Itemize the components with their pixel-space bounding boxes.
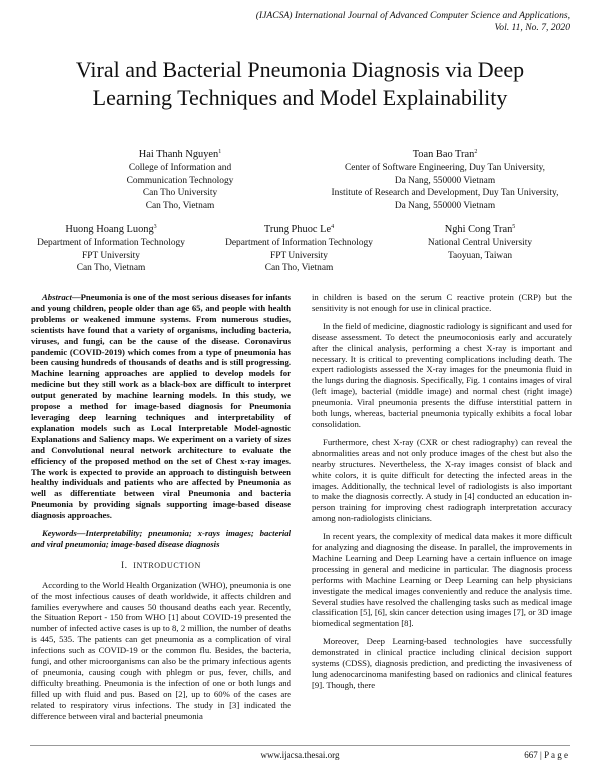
author-affiliation: Center of Software Engineering, Duy Tan University,: [344, 163, 546, 174]
body-paragraph: Furthermore, chest X-ray (CXR or chest radiography) can reveal the abnormalities areas and not only produce images of the chest but also the nearby structures. Nevertheless, the X-ray images consist of black and white colors, it is quite difficult for detecting the infected areas in the images. Additionally, the technical level of radiologists is also important to make the diagnosis correctly. A study in [4] conducted an education in-person training for improving chest radiograph interpretation accuracy among non-radiologists clinicians.: [312, 436, 572, 524]
keywords-label: Keywords: [42, 528, 77, 539]
body-paragraph: in children is based on the serum C reactive protein (CRP) but the sensitivity is not enough for use in clinical practice.: [312, 292, 572, 313]
author-block: [206, 221, 392, 275]
journal-volume: Vol. 11, No. 7, 2020: [494, 22, 570, 33]
author-name: Nghi Cong Tran$^5$: [444, 224, 516, 235]
author-affiliation: FPT University: [270, 250, 328, 261]
right-column: [312, 292, 572, 698]
body-paragraph: In recent years, the complexity of medical data makes it more difficult for analyzing and diagnosing the disease. In parallel, the improvements in Machine Learning and Deep Learning have a certain influence on image processing in general and medicine in particular. The diagnosis process performs with Machine Learning or Deep Learning can help physicians investigate the medical images conveniently and reduce the analysis time. Several studies have resolved the challenging tasks such as medical image classification [5], [6], skin cancer detection using images [7], or 3D image biomedical segmentation [8].: [312, 531, 572, 629]
body-paragraph: Moreover, Deep Learning-based technologies have successfully demonstrated in clinical practice including clinical decision support systems (CDSS), diagnosis prediction, and predicting the invasiveness of lung adenocarcinoma manifesting based on radionics and clinical features [9]. Though, there: [312, 636, 572, 690]
author-block: [300, 146, 590, 212]
left-column: [31, 292, 291, 729]
abstract: [31, 292, 291, 521]
author-block: [95, 146, 265, 212]
section-heading: I. INTRODUCTION: [121, 559, 201, 570]
author-name: Hai Thanh Nguyen$^1$: [138, 149, 222, 160]
author-affiliation: College of Information and: [128, 163, 232, 174]
journal-line-1: (IJACSA) International Journal of Advanced Computer Science and Applications,: [255, 10, 570, 21]
author-affiliation: Can Tho, Vietnam: [145, 200, 215, 211]
title-line-2: Learning Techniques and Model Explainability: [92, 85, 508, 110]
abstract-text: —Pneumonia is one of the most serious diseases for infants and young children, people older than age 65, and people with health problems or weakened immune systems. From numerous studies, scientists have found that a variety of organisms, including bacteria, viruses, and fungi, can be the cause of the disease. Coronavirus pandemic (COVID-2019) which comes from a type of pneumonia has been causing hundreds of thousands of deaths and is still progressing. Machine learning approaches are applied to develop models for medicine but they still work as a black-box are difficult to interpret output generated by machine learning models. In this study, we propose a method for image-based diagnosis for Pneumonia leveraging deep learning techniques and interpretability of explanation models such as Local Interpretable Model-agnostic Explanations and Saliency maps. We experiment on a variety of sizes and Convolutional neural network architecture to evaluate the efficiency of the proposed method on the set of Chest x-ray images. The work is expected to provide an approach to distinguish between healthy individuals and patients who are affected by Pneumonia as well as differentiate between viral Pneumonia and bacteria Pneumonia by providing signals supporting image-based disease diagnosis approaches.: [31, 292, 291, 521]
author-affiliation: Can Tho University: [142, 188, 218, 199]
journal-header: [170, 10, 570, 34]
author-affiliation: Can Tho, Vietnam: [264, 263, 334, 274]
footer-website[interactable]: www.ijacsa.thesai.org: [260, 750, 340, 760]
body-paragraph: In the field of medicine, diagnostic radiology is significant and used for disease assessment. To detect the pneumoconiosis early and accurately after the clinical analysis, performing a chest X-ray is important and necessary. It is critical to preventing complications including death. The expert radiologists assessed the X-ray images for the pneumonia fluid in the lungs during the diagnosis. Specifically, Fig. 1 contains images of viral (left image), bacterial (middle image) and normal chest (right image) pneumonia. Viral pneumonia presents the diffuse interstitial pattern in both lungs, whereas, bacterial pneumonia typically exhibits a focal lobar consolidation.: [312, 320, 572, 429]
author-affiliation: Communication Technology: [126, 175, 234, 186]
author-block: [18, 221, 204, 275]
title-line-1: Viral and Bacterial Pneumonia Diagnosis via Deep: [75, 57, 525, 82]
author-affiliation: Taoyuan, Taiwan: [447, 250, 513, 261]
author-name: Toan Bao Tran$^2$: [412, 149, 478, 160]
author-affiliation: Da Nang, 550000 Vietnam: [394, 175, 496, 186]
footer-rule: [30, 745, 570, 746]
author-name: Trung Phuoc Le$^4$: [263, 224, 335, 235]
author-affiliation: Department of Information Technology: [37, 238, 185, 249]
paper-title: [40, 56, 560, 112]
author-affiliation: Da Nang, 550000 Vietnam: [394, 200, 496, 211]
author-block: [395, 221, 565, 262]
abstract-label: Abstract: [42, 292, 72, 302]
author-affiliation: FPT University: [82, 250, 140, 261]
author-name: Huong Hoang Luong$^3$: [65, 224, 157, 235]
keywords: [31, 528, 291, 550]
page-number: 667 | P a g e: [524, 750, 568, 760]
author-affiliation: Department of Information Technology: [225, 238, 373, 249]
author-affiliation: National Central University: [427, 238, 533, 249]
author-affiliation: Institute of Research and Development, Duy Tan University,: [331, 188, 559, 199]
keywords-text: —Interpretability; pneumonia; x-rays images; bacterial and viral pneumonia; image-based disease diagnosis: [31, 528, 291, 549]
author-affiliation: Can Tho, Vietnam: [76, 263, 146, 274]
body-paragraph: According to the World Health Organization (WHO), pneumonia is one of the most infectious causes of death worldwide, it affects children and families everywhere and causes 50 thousand deaths each year. Recently, the Situation Report - 150 from WHO [1] about COVID-19 presented the number of infected active cases is up to 8, 2 million, the number of deaths is 445, 535. The patients can get pneumonia as a complication of viral infections such as COVID-19 or the common flu. Besides, the bacteria, fungi, and other microorganisms can also be the primary infectious agents of pneumonia, causing cough with phlegm or pus, fever, chills, and difficulty breathing. Pneumonia is the infection of one or both lungs and filled up with fluid and pus. Based on [2], up to 60% of the cases are related to respiratory virus infections. The study in [3] indicated the difference between viral and bacterial pneumonia: [31, 579, 291, 721]
